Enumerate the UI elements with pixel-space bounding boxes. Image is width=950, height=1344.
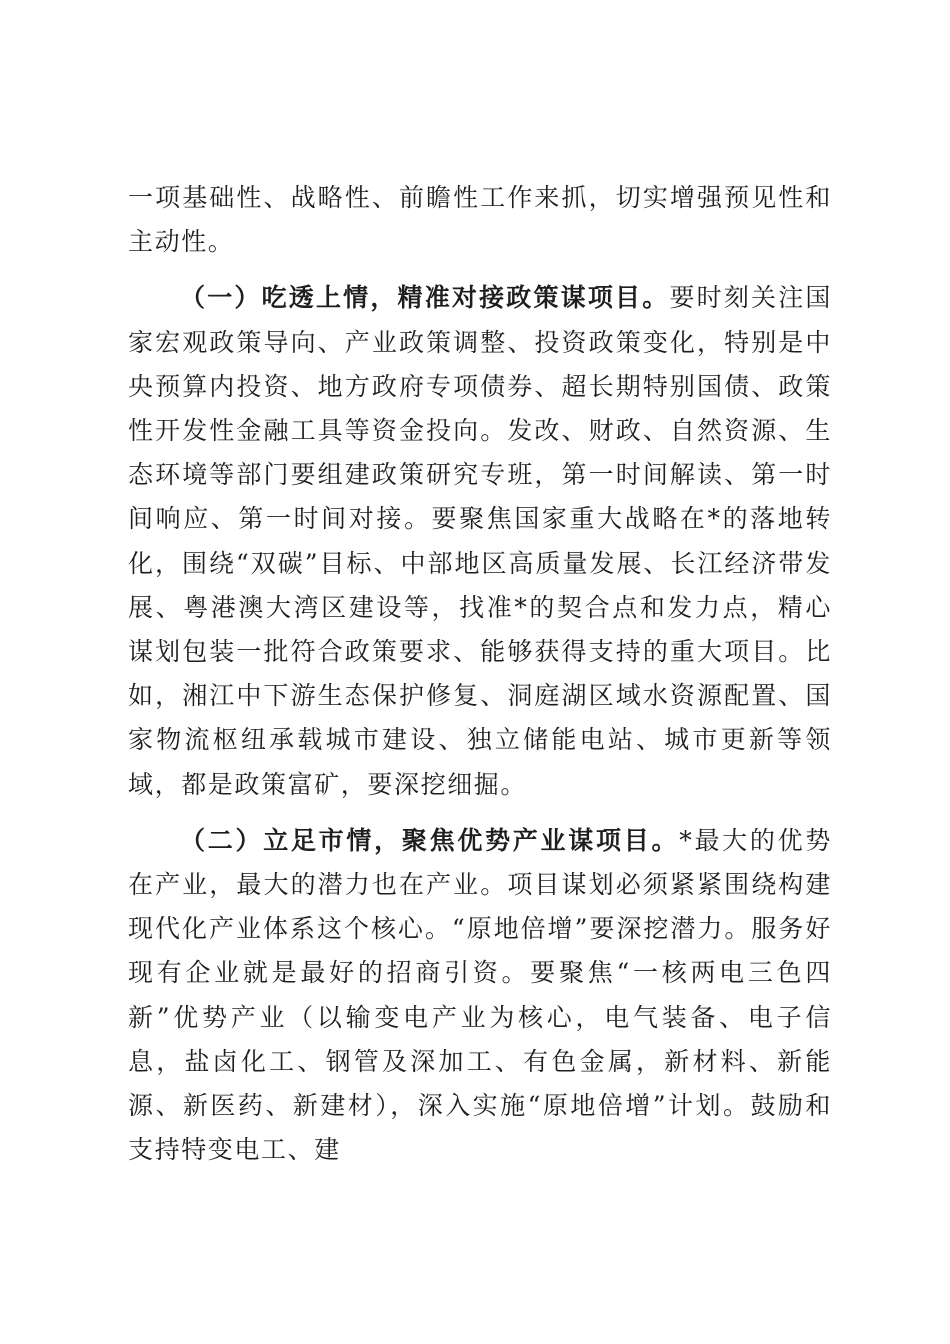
paragraph-text: 要时刻关注国家宏观政策导向、产业政策调整、投资政策变化，特别是中央预算内投资、地方政府专项债券、超长期特别国债、政策性开发性金融工具等资金投向。发改、财政、自然资源、生态环境等部门要组建政策研究专班，第一时间解读、第一时间响应、第一时间对接。要聚焦国家重大战略在*的落地转化，围绕“双碳”目标、中部地区高质量发展、长江经济带发展、粤港澳大湾区建设等，找准*的契合点和发力点，精心谋划包装一批符合政策要求、能够获得支持的重大项目。比如，湘江中下游生态保护修复、洞庭湖区域水资源配置、国家物流枢纽承载城市建设、独立储能电站、城市更新等领域，都是政策富矿，要深挖细掘。 (128, 283, 832, 799)
paragraph-section-1 (128, 276, 832, 806)
paragraph-text: 一项基础性、战略性、前瞻性工作来抓，切实增强预见性和主动性。 (128, 183, 832, 257)
document-page (128, 176, 832, 1184)
section-heading: （二）立足市情，聚焦优势产业谋项目。 (180, 825, 680, 855)
section-heading: （一）吃透上情，精准对接政策谋项目。 (180, 283, 670, 313)
paragraph-section-2 (128, 819, 832, 1173)
paragraph-text: *最大的优势在产业，最大的潜力也在产业。项目谋划必须紧紧围绕构建现代化产业体系这个核心。“原地倍增”要深挖潜力。服务好现有企业就是最好的招商引资。要聚焦“一核两电三色四新”优势产业（以输变电产业为核心，电气装备、电子信息，盐卤化工、钢管及深加工、有色金属，新材料、新能源、新医药、新建材），深入实施“原地倍增”计划。鼓励和支持特变电工、建 (128, 825, 832, 1165)
paragraph-continuation (128, 176, 832, 264)
